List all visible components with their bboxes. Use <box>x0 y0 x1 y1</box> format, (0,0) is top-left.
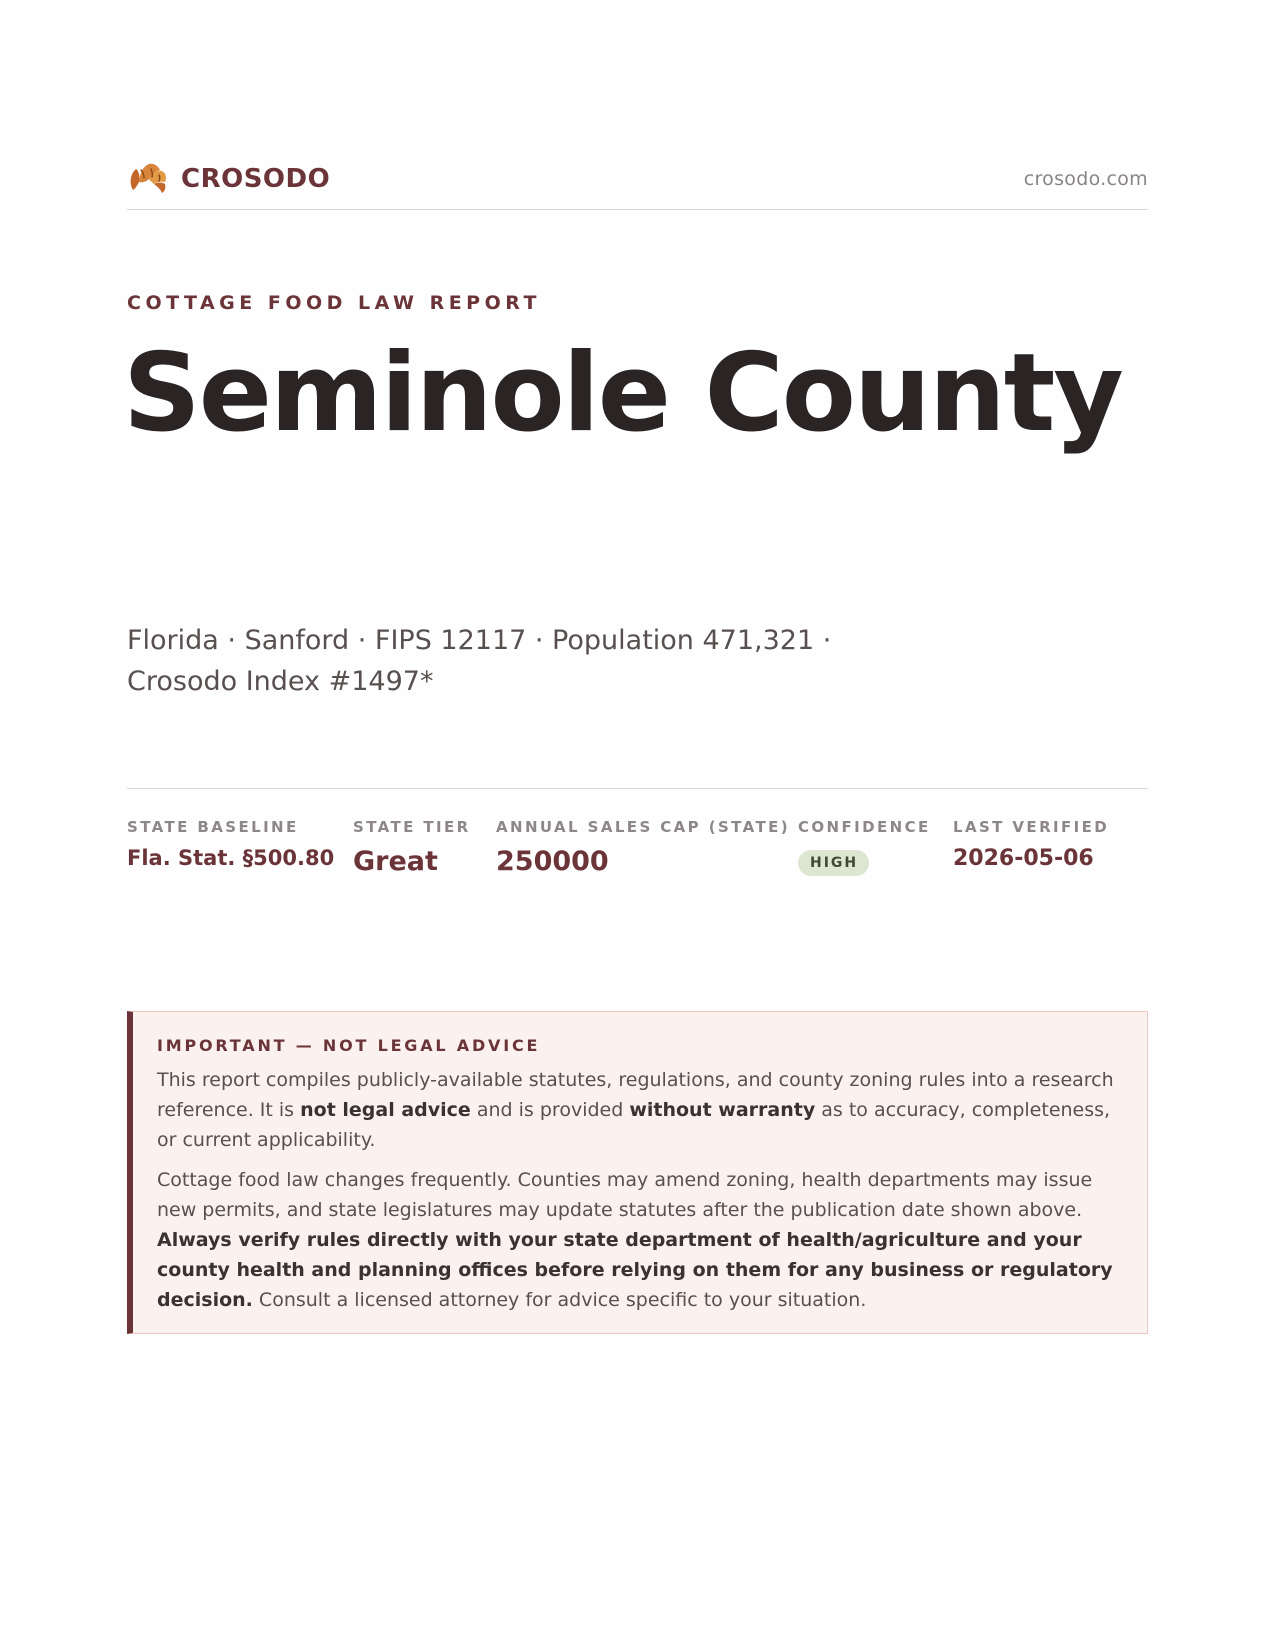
disclaimer-text: as to accuracy, completeness, or current applicability. <box>157 1099 1111 1151</box>
page-header <box>127 158 1148 210</box>
stat-label: STATE TIER <box>353 818 471 836</box>
legal-disclaimer <box>127 1011 1148 1334</box>
site-url-link[interactable]: crosodo.com <box>1023 168 1148 190</box>
confidence-badge: HIGH <box>798 850 869 876</box>
report-page <box>123 0 1148 1650</box>
disclaimer-emphasis: not legal advice <box>300 1099 471 1121</box>
stat-label: CONFIDENCE <box>798 818 931 836</box>
disclaimer-text: and is provided <box>470 1099 630 1121</box>
disclaimer-text: This report compiles publicly-available statutes, regulations, and county zoning rules into a research reference. It is <box>157 1069 1114 1121</box>
disclaimer-emphasis: without warranty <box>629 1099 816 1121</box>
stat-annual-sales-cap <box>496 818 790 877</box>
stat-value: Great <box>353 846 438 877</box>
stat-state-baseline <box>127 818 334 870</box>
disclaimer-paragraph-1 <box>157 1065 1123 1155</box>
stat-value: 2026-05-06 <box>953 846 1094 871</box>
brand <box>127 160 330 198</box>
disclaimer-text: Cottage food law changes frequently. Counties may amend zoning, health departments may issue new permits, and state legislatures may update statutes after the publication date shown above. <box>157 1169 1093 1221</box>
stat-last-verified <box>953 818 1109 871</box>
stats-divider <box>127 788 1148 789</box>
stat-label: LAST VERIFIED <box>953 818 1110 836</box>
croissant-icon <box>127 160 169 198</box>
county-title: Seminole County <box>123 331 1122 456</box>
stat-confidence <box>798 818 931 876</box>
brand-name[interactable]: CROSODO <box>181 164 331 194</box>
stat-label: STATE BASELINE <box>127 818 299 836</box>
stat-state-tier <box>353 818 471 877</box>
report-type-label: COTTAGE FOOD LAW REPORT <box>127 292 541 314</box>
stat-value: Fla. Stat. §500.80 <box>127 846 335 870</box>
disclaimer-paragraph-2 <box>157 1165 1123 1315</box>
disclaimer-text: Consult a licensed attorney for advice specific to your situation. <box>252 1289 867 1311</box>
disclaimer-emphasis: Always verify rules directly with your state department of health/agriculture and your county health and planning offices before relying on them for any business or regulatory decision. <box>157 1229 1113 1311</box>
stat-label: ANNUAL SALES CAP (STATE) <box>496 818 791 836</box>
stat-value: 250000 <box>496 846 609 877</box>
disclaimer-heading: IMPORTANT — NOT LEGAL ADVICE <box>157 1036 541 1055</box>
county-subtitle: Florida · Sanford · FIPS 12117 · Population 471,321 · Crosodo Index #1497* <box>127 625 832 697</box>
